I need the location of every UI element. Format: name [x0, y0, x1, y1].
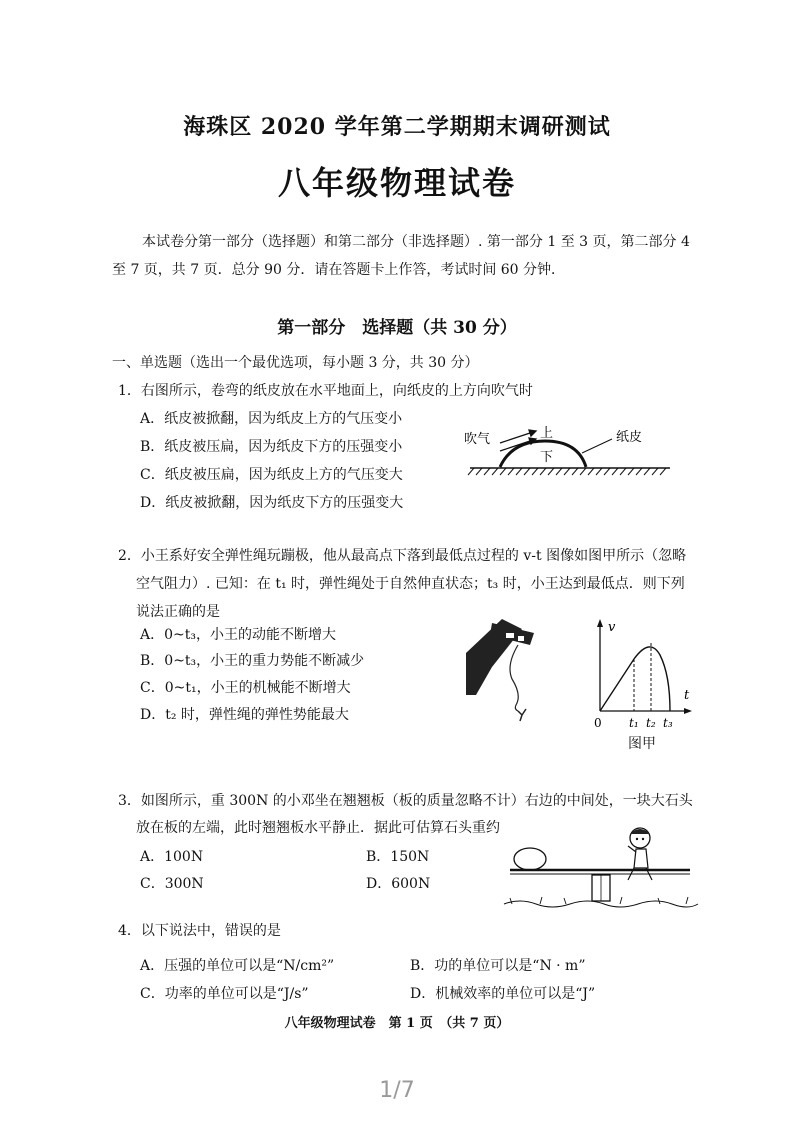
q2-option-a: A．0~t₃，小王的动能不断增大	[140, 627, 336, 643]
ground-hatching-icon	[468, 468, 666, 475]
q4-stem: 4．以下说法中，错误的是	[118, 923, 281, 939]
q2-vt-graph	[588, 615, 698, 735]
exam-instructions	[112, 228, 712, 284]
page-indicator: 1/7	[379, 1078, 415, 1103]
bungee-cord-icon	[510, 645, 518, 711]
q2-stem-line-3: 说法正确的是	[136, 604, 220, 620]
part-heading: 一、单选题（选出一个最优选项，每小题 3 分，共 30 分）	[112, 355, 479, 371]
q2-stem-line-1: 2．小王系好安全弹性绳玩蹦极，他从最高点下落到最低点过程的 v-t 图像如图甲所示（忽略	[118, 548, 687, 564]
exam-title: 海珠区 2020 学年第二学期期末调研测试	[183, 114, 611, 140]
q3-option-c: C．300N	[140, 876, 204, 892]
q1-down-label: 下	[540, 450, 554, 465]
q4-option-a: A．压强的单位可以是“N/cm²”	[140, 958, 335, 974]
q1-option-c: C．纸皮被压扁，因为纸皮上方的气压变大	[140, 467, 403, 483]
exam-subtitle: 八年级物理试卷	[277, 164, 516, 202]
q2-figure-caption: 图甲	[628, 736, 656, 752]
page-footer: 八年级物理试卷 第 1 页 （共 7 页）	[284, 1016, 510, 1031]
instructions-line-1: 本试卷分第一部分（选择题）和第二部分（非选择题）. 第一部分 1 至 3 页，第二部分 4	[142, 234, 690, 250]
t-axis-label: t	[684, 688, 690, 703]
q1-stem: 1．右图所示，卷弯的纸皮放在水平地面上，向纸皮的上方向吹气时	[118, 383, 533, 399]
q1-blow-label: 吹气	[464, 432, 491, 447]
t3-label: t₃	[663, 716, 673, 730]
velocity-curve	[600, 647, 670, 711]
seesaw-illustration	[500, 820, 700, 912]
q2-stem-line-2: 空气阻力）. 已知：在 t₁ 时，弹性绳处于自然伸直状态；t₃ 时，小王达到最低点．则下列	[136, 576, 685, 592]
q4-option-b: B．功的单位可以是“N · m”	[410, 958, 586, 974]
instructions-line-2: 至 7 页，共 7 页．总分 90 分．请在答题卡上作答，考试时间 60 分钟．	[112, 262, 566, 278]
t1-label: t₁	[629, 716, 639, 730]
q2-option-b: B．0~t₃，小王的重力势能不断减少	[140, 653, 365, 669]
q3-stem-line-1: 3．如图所示，重 300N 的小邓坐在翘翘板（板的质量忽略不计）右边的中间处，一块大石头	[118, 793, 693, 809]
q2-option-c: C．0~t₁，小王的机械能不断增大	[140, 680, 351, 696]
child-icon	[628, 828, 652, 880]
q4-option-d: D．机械效率的单位可以是“J”	[410, 986, 596, 1002]
jumper-icon	[518, 709, 526, 721]
stone-icon	[514, 848, 546, 870]
q1-up-label: 上	[540, 426, 554, 441]
t2-label: t₂	[646, 716, 656, 730]
q1-paper-figure	[460, 415, 680, 485]
q3-stem-line-2: 放在板的左端，此时翘翘板水平静止．据此可估算石头重约	[136, 820, 500, 836]
q4-option-c: C．功率的单位可以是“J/s”	[140, 986, 309, 1002]
section-title: 第一部分 选择题（共 30 分）	[277, 318, 517, 338]
q3-option-a: A．100N	[140, 849, 204, 865]
q1-option-a: A．纸皮被掀翻，因为纸皮上方的气压变小	[140, 411, 403, 427]
q1-option-b: B．纸皮被压扁，因为纸皮下方的压强变小	[140, 439, 403, 455]
q2-option-d: D．t₂ 时，弹性绳的弹性势能最大	[140, 707, 349, 723]
q1-paper-label: 纸皮	[616, 430, 643, 445]
q1-option-d: D．纸皮被掀翻，因为纸皮下方的压强变大	[140, 495, 404, 511]
q3-option-d: D．600N	[366, 876, 431, 892]
origin-label: 0	[594, 716, 602, 730]
q3-option-b: B．150N	[366, 849, 430, 865]
v-axis-label: v	[608, 620, 616, 635]
grass-ground-icon	[504, 901, 698, 907]
bungee-jump-illustration	[462, 615, 562, 725]
